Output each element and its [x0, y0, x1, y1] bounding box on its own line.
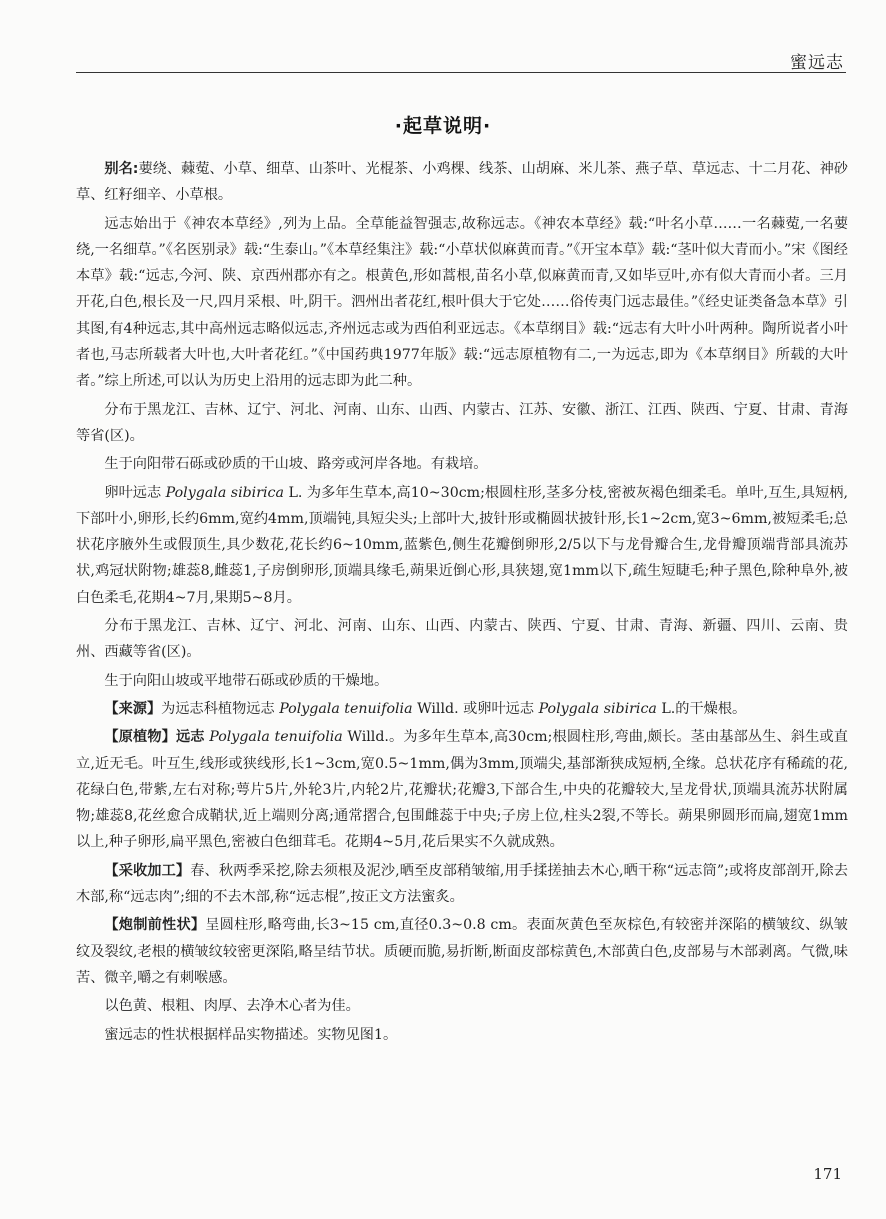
- plant-label: 【原植物】: [104, 729, 176, 746]
- section-title: ·起草说明·: [394, 115, 492, 137]
- source-paragraph: [76, 696, 848, 722]
- quality-paragraph: 以色黄、根粗、肉厚、去净木心者为佳。: [104, 998, 360, 1015]
- plant-text: Willd.。为多年生草本,高30cm;根圆柱形,弯曲,颇长。茎由基部丛生、斜生或直立,近无毛。叶互生,线形或狭线形,长1~3cm,宽0.5~1mm,偶为3mm,顶端尖,基部渐狭成短柄,全缘。总状花序有稀疏的花,花绿白色,带紫,左右对称;萼片5片,外轮3片,内轮2片,花瓣状;花瓣3,下部合生,中央的花瓣较大,呈龙骨状,顶端具流苏状附属物;雄蕊8,花丝愈合成鞘状,近上端则分离;通常摺合,包围雌蕊于中央;子房上位,柱头2裂,不等长。蒴果卵圆形而扁,翅宽1mm以上,种子卵形,扁平黑色,密被白色细茸毛。花期4~5月,花后果实不久就成熟。: [76, 729, 848, 851]
- source-latin-1: Polygala tenuifolia: [279, 700, 413, 717]
- sibirica-prefix: 卵叶远志: [104, 484, 162, 501]
- habitat-paragraph-2: 生于向阳山坡或平地带石砾或砂质的干燥地。: [104, 672, 389, 689]
- source-latin-2: Polygala sibirica: [538, 700, 657, 717]
- body-text: [76, 156, 848, 1048]
- harvest-label: 【采收加工】: [104, 862, 191, 879]
- source-text-b: Willd. 或卵叶远志: [417, 700, 535, 717]
- history-paragraph: 远志始出于《神农本草经》,列为上品。全草能益智强志,故称远志。《神农本草经》载:“叶名小草……一名蕀蒬,一名葽绕,一名细草。”《名医别录》载:“生泰山。”《本草经集注》载:“小草状似麻黄而青。”《开宝本草》载:“茎叶似大青而小。”宋《图经本草》载:“远志,今河、陕、京西州郡亦有之。根黄色,形如蒿根,苗名小草,似麻黄而青,又如毕豆叶,亦有似大青而小者。三月开花,白色,根长及一尺,四月采根、叶,阴干。泗州出者花红,根叶俱大于它处……俗传夷门远志最佳。”《经史证类备急本草》引其图,有4种远志,其中高州远志略似远志,齐州远志或为西伯利亚远志。《本草纲目》载:“远志有大叶小叶两种。陶所说者小叶者也,马志所载者大叶也,大叶者花红。”《中国药典1977年版》载:“远志原植物有二,一为远志,即为《本草纲目》所载的大叶者。”综上所述,可以认为历史上沿用的远志即为此二种。: [76, 215, 848, 390]
- page-number: 171: [813, 1165, 842, 1183]
- source-text-a: 为远志科植物远志: [161, 700, 275, 717]
- harvest-text: 春、秋两季采挖,除去须根及泥沙,晒至皮部稍皱缩,用手揉搓抽去木心,晒干称“远志筒”;或将皮部剖开,除去木部,称“远志肉”;细的不去木部,称“远志棍”,按正文方法蜜炙。: [76, 862, 848, 906]
- running-header-title: 蜜远志: [790, 53, 844, 73]
- sibirica-text: L. 为多年生草本,高10~30cm;根圆柱形,茎多分枝,密被灰褐色细柔毛。单叶,互生,具短柄,下部叶小,卵形,长约6mm,宽约4mm,顶端钝,具短尖头;上部叶大,披针形或椭圆状披针形,长1~2cm,宽3~6mm,被短柔毛;总状花序腋外生或假顶生,具少数花,花长约6~10mm,蓝紫色,侧生花瓣倒卵形,2/5以下与龙骨瓣合生,龙骨瓣顶端背部具流苏状,鸡冠状附物;雄蕊8,雌蕊1,子房倒卵形,顶端具缘毛,蒴果近倒心形,具狭翅,宽1mm以下,疏生短睫毛;种子黑色,除种阜外,被白色柔毛,花期4~7月,果期5~8月。: [76, 484, 848, 606]
- distribution-paragraph-1: 分布于黑龙江、吉林、辽宁、河北、河南、山东、山西、内蒙古、江苏、安徽、浙江、江西、陕西、宁夏、甘肃、青海等省(区)。: [76, 401, 848, 444]
- plant-name: 远志: [175, 729, 205, 746]
- habitat-paragraph-1: 生于向阳带石砾或砂质的干山坡、路旁或河岸各地。有栽培。: [104, 456, 488, 473]
- source-label: 【来源】: [104, 700, 162, 717]
- description-paragraph: 蜜远志的性状根据样品实物描述。实物见图1。: [104, 1026, 398, 1043]
- prep-text: 呈圆柱形,略弯曲,长3~15 cm,直径0.3~0.8 cm。表面灰黄色至灰棕色,有较密并深陷的横皱纹、纵皱纹及裂纹,老根的横皱纹较密更深陷,略呈结节状。质硬而脆,易折断,断面皮部棕黄色,木部黄白色,皮部易与木部剥离。气微,味苦、微辛,嚼之有刺喉感。: [76, 917, 848, 986]
- source-text-c: L.的干燥根。: [661, 700, 747, 717]
- plant-paragraph: [76, 724, 848, 855]
- alias-text: 葽绕、蕀蒬、小草、细草、山茶叶、光棍茶、小鸡棵、线茶、山胡麻、米儿茶、燕子草、草远志、十二月花、神砂草、红籽细辛、小草根。: [76, 161, 848, 204]
- harvest-paragraph: [76, 858, 848, 911]
- prep-label: 【炮制前性状】: [104, 917, 206, 934]
- distribution-paragraph-2: 分布于黑龙江、吉林、辽宁、河北、河南、山东、山西、内蒙古、陕西、宁夏、甘肃、青海、新疆、四川、云南、贵州、西藏等省(区)。: [76, 618, 848, 661]
- header-rule: [76, 72, 846, 73]
- sibirica-paragraph: [76, 480, 848, 611]
- alias-paragraph: [76, 156, 848, 209]
- sibirica-latin: Polygala sibirica: [165, 484, 284, 501]
- alias-label: 别名:: [104, 161, 139, 177]
- plant-latin: Polygala tenuifolia: [209, 729, 343, 746]
- prep-paragraph: [76, 912, 848, 991]
